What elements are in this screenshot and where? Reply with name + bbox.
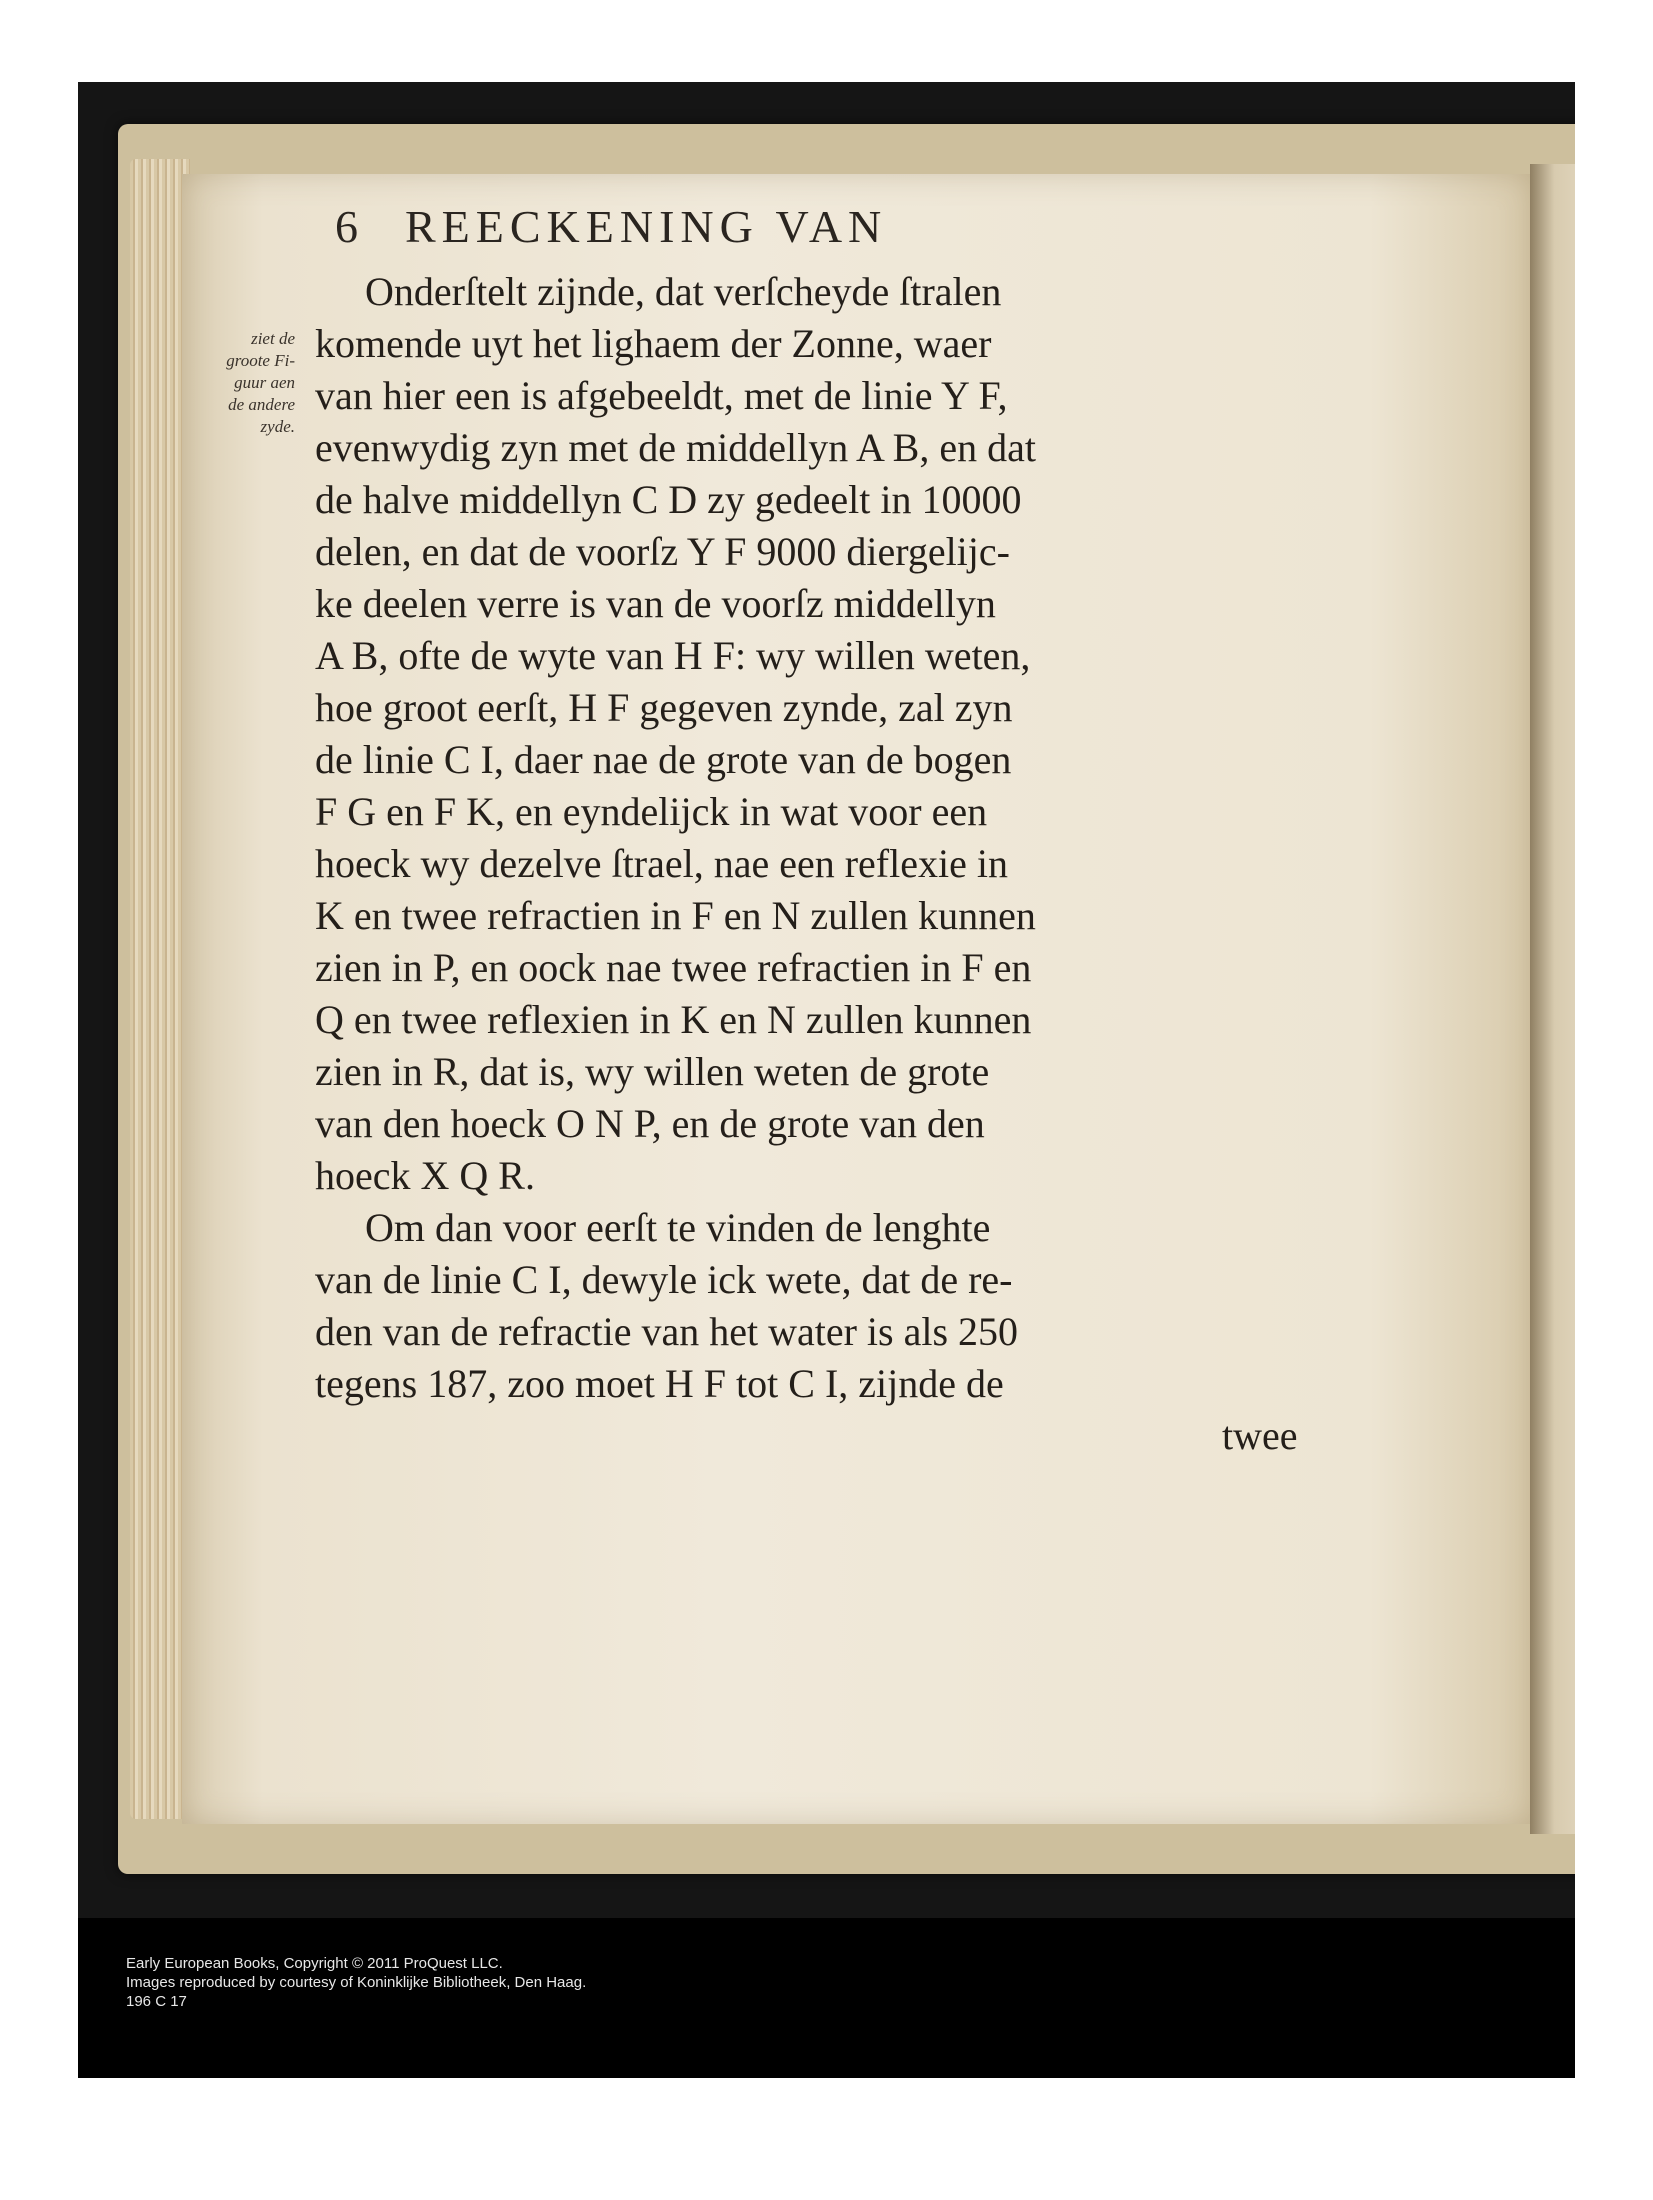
margin-note-line: de andere: [228, 395, 295, 414]
text-line: A B, ofte de wyte van H F: wy willen weten,: [315, 633, 1031, 678]
footer-courtesy: Images reproduced by courtesy of Koninklijke Bibliotheek, Den Haag.: [126, 1974, 587, 1991]
footer-shelfmark: 196 C 17: [126, 1993, 187, 2010]
text-line: komende uyt het lighaem der Zonne, waer: [315, 321, 992, 366]
text-line: van de linie C I, dewyle ick wete, dat de re-: [315, 1257, 1013, 1302]
text-line: zien in P, en oock nae twee refractien in F en: [315, 945, 1032, 990]
text-line: hoeck wy dezelve ſtrael, nae een reflexie in: [315, 841, 1008, 886]
text-line: hoe groot eerſt, H F gegeven zynde, zal zyn: [315, 685, 1013, 730]
text-line: K en twee refractien in F en N zullen kunnen: [315, 893, 1036, 938]
text-line: de halve middellyn C D zy gedeelt in 10000: [315, 477, 1022, 522]
text-line: zien in R, dat is, wy willen weten de grote: [315, 1049, 990, 1094]
margin-note: [160, 328, 295, 438]
text-line: delen, en dat de voorſz Y F 9000 diergelijc-: [315, 529, 1010, 574]
margin-note-line: ziet de: [251, 329, 295, 348]
catchword: twee: [1222, 1413, 1298, 1458]
text-line: van den hoeck O N P, en de grote van den: [315, 1101, 985, 1146]
text-line: Q en twee reflexien in K en N zullen kunnen: [315, 997, 1032, 1042]
text-line: ke deelen verre is van de voorſz middellyn: [315, 581, 996, 626]
text-line: hoeck X Q R.: [315, 1153, 535, 1198]
margin-note-line: guur aen: [234, 373, 295, 392]
running-head: [335, 200, 1295, 270]
footer-copyright: Early European Books, Copyright © 2011 ProQuest LLC.: [126, 1955, 503, 1972]
text-line: F G en F K, en eyndelijck in wat voor een: [315, 789, 988, 834]
text-line: evenwydig zyn met de middellyn A B, en dat: [315, 425, 1036, 470]
margin-note-line: zyde.: [260, 417, 295, 436]
page-number: 6: [335, 201, 364, 252]
text-line: Om dan voor eerſt te vinden de lenghte: [365, 1205, 991, 1250]
text-line: den van de refractie van het water is als 250: [315, 1309, 1019, 1354]
text-line: de linie C I, daer nae de grote van de bogen: [315, 737, 1012, 782]
text-line: Onderſtelt zijnde, dat verſcheyde ſtralen: [365, 269, 1002, 314]
book-gutter: [1530, 164, 1575, 1834]
margin-note-line: groote Fi-: [226, 351, 295, 370]
text-line: van hier een is afgebeeldt, met de linie Y F,: [315, 373, 1008, 418]
text-line: tegens 187, zoo moet H F tot C I, zijnde de: [315, 1361, 1004, 1406]
copyright-footer: [78, 1918, 1575, 2078]
running-head-title: REECKENING VAN: [405, 201, 888, 252]
